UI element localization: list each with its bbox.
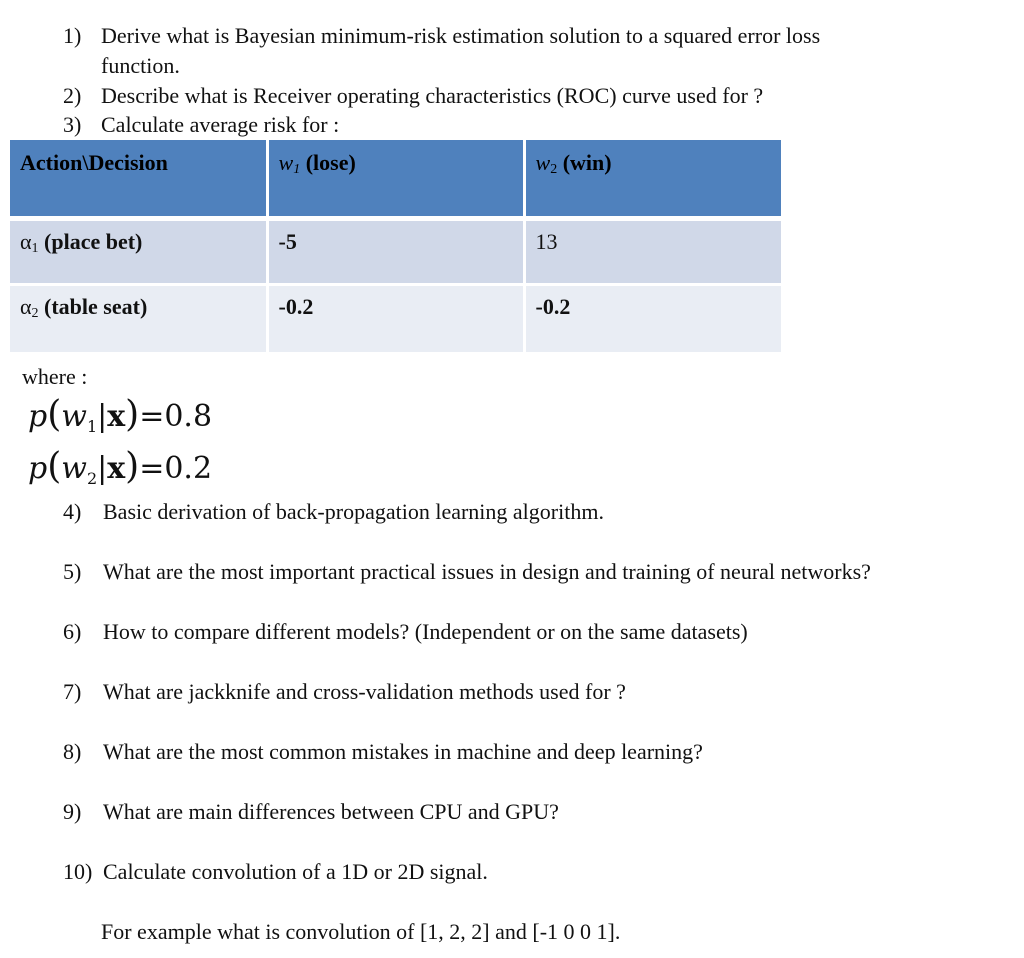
row-action-place-bet: $\alpha_1$ (place bet) bbox=[10, 218, 267, 284]
question-number: 5) bbox=[63, 559, 82, 584]
question-number: 8) bbox=[63, 739, 82, 764]
question-number: 7) bbox=[63, 679, 82, 704]
question-number: 4) bbox=[63, 499, 82, 524]
where-label: where : bbox=[22, 364, 88, 389]
risk-table bbox=[10, 140, 781, 352]
table-row bbox=[10, 284, 781, 352]
question-text: Derive what is Bayesian minimum-risk estimation solution to a squared error loss bbox=[101, 23, 821, 48]
question-text: What are jackknife and cross-validation methods used for ? bbox=[103, 679, 626, 704]
table-header-row bbox=[10, 140, 781, 218]
question-text: Basic derivation of back-propagation learning algorithm. bbox=[103, 499, 604, 524]
question-3 bbox=[63, 111, 340, 139]
header-w2-win: $w_2$ (win) bbox=[524, 140, 781, 218]
question-7 bbox=[63, 678, 626, 706]
question-4 bbox=[63, 498, 604, 526]
question-1 bbox=[63, 22, 821, 50]
question-10 bbox=[63, 858, 488, 886]
question-number: 6) bbox=[63, 619, 82, 644]
question-9 bbox=[63, 798, 559, 826]
cell-value: 13 bbox=[524, 218, 781, 284]
question-text: Calculate convolution of a 1D or 2D signal. bbox=[103, 859, 488, 884]
question-number: 10) bbox=[63, 859, 93, 884]
question-number: 9) bbox=[63, 799, 82, 824]
question-number: 2) bbox=[63, 83, 82, 108]
equation-p-w1: $p(w_1|x)=0.8$ bbox=[28, 394, 213, 436]
row-action-table-seat: $\alpha_2$ (table seat) bbox=[10, 284, 267, 352]
question-text: What are the most important practical issues in design and training of neural networks? bbox=[103, 559, 871, 584]
question-text: Calculate average risk for : bbox=[101, 112, 340, 137]
question-8 bbox=[63, 738, 703, 766]
question-1-continuation: function. bbox=[101, 53, 180, 78]
question-text: What are the most common mistakes in machine and deep learning? bbox=[103, 739, 703, 764]
question-5 bbox=[63, 558, 871, 586]
question-number: 1) bbox=[63, 23, 82, 48]
question-6 bbox=[63, 618, 748, 646]
question-text: Describe what is Receiver operating characteristics (ROC) curve used for ? bbox=[101, 83, 764, 108]
header-action-decision: Action\Decision bbox=[10, 140, 267, 218]
equation-p-w2: $p(w_2|x)=0.2$ bbox=[28, 446, 213, 488]
question-text: How to compare different models? (Independent or on the same datasets) bbox=[103, 619, 748, 644]
question-number: 3) bbox=[63, 112, 82, 137]
question-2 bbox=[63, 82, 764, 110]
header-w1-lose: $w_1$ (lose) bbox=[267, 140, 524, 218]
table-row bbox=[10, 218, 781, 284]
cell-value: -0.2 bbox=[524, 284, 781, 352]
convolution-example: For example what is convolution of [1, 2, 2] and [-1 0 0 1]. bbox=[101, 919, 621, 944]
cell-value: -5 bbox=[267, 218, 524, 284]
cell-value: -0.2 bbox=[267, 284, 524, 352]
question-text: What are main differences between CPU and GPU? bbox=[103, 799, 559, 824]
